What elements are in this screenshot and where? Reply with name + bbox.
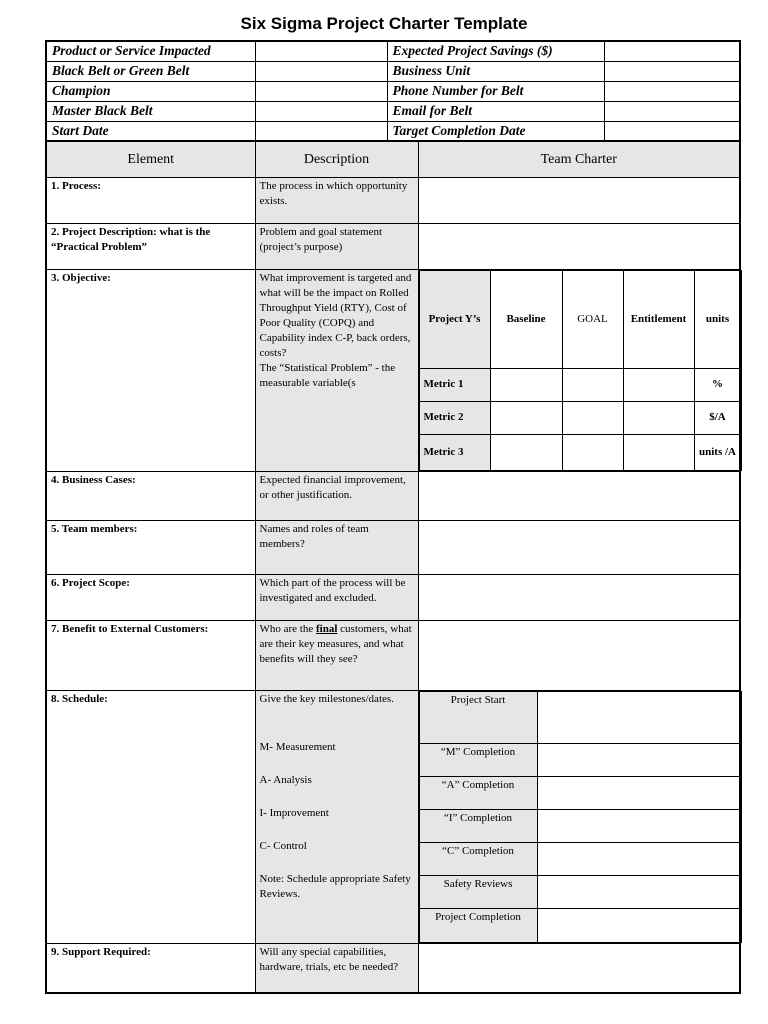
element-description <box>255 690 418 943</box>
milestone-date-field[interactable] <box>537 875 741 908</box>
schedule-line: Give the key milestones/dates. <box>259 692 394 705</box>
schedule-line: A- Analysis <box>259 773 312 786</box>
metric-row <box>419 368 741 401</box>
schedule-milestones-table <box>419 691 742 943</box>
element-label: 8. Schedule: <box>46 690 255 943</box>
charter-header-row <box>46 141 740 177</box>
info-value-field[interactable] <box>255 81 387 101</box>
info-row <box>46 41 740 61</box>
metric-goal-field[interactable] <box>562 401 623 434</box>
info-value-field[interactable] <box>604 81 740 101</box>
schedule-line: I- Improvement <box>259 806 329 819</box>
element-label: 7. Benefit to External Customers: <box>46 620 255 690</box>
element-label: 3. Objective: <box>46 269 255 471</box>
milestone-label: Safety Reviews <box>419 875 537 908</box>
metric-units: units /A <box>694 434 741 470</box>
row-schedule <box>46 690 740 943</box>
metric-units: $/A <box>694 401 741 434</box>
metric-goal-field[interactable] <box>562 434 623 470</box>
info-label: Business Unit <box>387 61 604 81</box>
objective-description-1: What improvement is targeted and what will be the impact on Rolled Throughput Yield (RTY), Cost of Poor Quality (COPQ) and Capability index C-P, back orders, costs? <box>259 271 412 359</box>
element-label: 5. Team members: <box>46 520 255 574</box>
charter-table <box>45 140 741 994</box>
info-row <box>46 121 740 141</box>
info-value-field[interactable] <box>255 121 387 141</box>
info-row <box>46 61 740 81</box>
element-label: 4. Business Cases: <box>46 471 255 520</box>
info-label: Expected Project Savings ($) <box>387 41 604 61</box>
schedule-line: M- Measurement <box>259 740 336 753</box>
metric-baseline-field[interactable] <box>490 401 562 434</box>
charter-entry-field[interactable] <box>418 520 740 574</box>
element-label: 2. Project Description: what is the “Practical Problem” <box>46 223 255 269</box>
element-label: 6. Project Scope: <box>46 574 255 620</box>
benefit-text-final: final <box>316 622 338 635</box>
metric-row <box>419 401 741 434</box>
info-label: Product or Service Impacted <box>46 41 255 61</box>
charter-entry-field[interactable] <box>418 223 740 269</box>
header-description: Description <box>255 141 418 177</box>
objective-metrics-cell <box>418 269 740 471</box>
metric-name: Metric 2 <box>419 401 490 434</box>
schedule-line: C- Control <box>259 839 307 852</box>
charter-entry-field[interactable] <box>418 177 740 223</box>
element-label: 1. Process: <box>46 177 255 223</box>
info-row <box>46 101 740 121</box>
info-value-field[interactable] <box>604 121 740 141</box>
row-team-members <box>46 520 740 574</box>
metric-baseline-field[interactable] <box>490 368 562 401</box>
milestone-label: “I” Completion <box>419 809 537 842</box>
element-description <box>255 269 418 471</box>
row-project-description <box>46 223 740 269</box>
charter-entry-field[interactable] <box>418 471 740 520</box>
info-label: Champion <box>46 81 255 101</box>
metric-entitlement-field[interactable] <box>623 368 694 401</box>
charter-entry-field[interactable] <box>418 620 740 690</box>
milestone-date-field[interactable] <box>537 743 741 776</box>
objective-description-2: The “Statistical Problem” - the measurable variable(s <box>259 361 396 389</box>
row-process <box>46 177 740 223</box>
row-benefit-customers <box>46 620 740 690</box>
metrics-header-entitlement: Entitlement <box>623 270 694 368</box>
element-description: Will any special capabilities, hardware, trials, etc be needed? <box>255 943 418 993</box>
milestone-date-field[interactable] <box>537 809 741 842</box>
header-team-charter: Team Charter <box>418 141 740 177</box>
milestone-date-field[interactable] <box>537 842 741 875</box>
metrics-header-row <box>419 270 741 368</box>
info-label: Target Completion Date <box>387 121 604 141</box>
info-label: Black Belt or Green Belt <box>46 61 255 81</box>
metric-entitlement-field[interactable] <box>623 401 694 434</box>
milestone-date-field[interactable] <box>537 776 741 809</box>
benefit-text-post: customers, what are their key measures, and what benefits will they see? <box>259 622 412 665</box>
row-business-cases <box>46 471 740 520</box>
metrics-header-goal: GOAL <box>562 270 623 368</box>
info-label: Phone Number for Belt <box>387 81 604 101</box>
milestone-date-field[interactable] <box>537 691 741 743</box>
objective-metrics-table <box>419 270 742 471</box>
milestone-label: “A” Completion <box>419 776 537 809</box>
row-objective <box>46 269 740 471</box>
element-description <box>255 620 418 690</box>
milestone-label: Project Start <box>419 691 537 743</box>
info-label: Master Black Belt <box>46 101 255 121</box>
milestone-date-field[interactable] <box>537 908 741 942</box>
metric-name: Metric 3 <box>419 434 490 470</box>
benefit-text-pre: Who are the <box>259 622 316 635</box>
element-description: Which part of the process will be investigated and excluded. <box>255 574 418 620</box>
page-title: Six Sigma Project Charter Template <box>240 14 528 33</box>
schedule-milestones-cell <box>418 690 740 943</box>
metrics-header-project-ys: Project Y’s <box>419 270 490 368</box>
element-description: Expected financial improvement, or other justification. <box>255 471 418 520</box>
metric-goal-field[interactable] <box>562 368 623 401</box>
info-value-field[interactable] <box>604 41 740 61</box>
charter-entry-field[interactable] <box>418 574 740 620</box>
info-value-field[interactable] <box>255 101 387 121</box>
metric-name: Metric 1 <box>419 368 490 401</box>
milestone-label: “C” Completion <box>419 842 537 875</box>
metric-entitlement-field[interactable] <box>623 434 694 470</box>
row-project-scope <box>46 574 740 620</box>
element-description: Names and roles of team members? <box>255 520 418 574</box>
milestone-label: “M” Completion <box>419 743 537 776</box>
header-element: Element <box>46 141 255 177</box>
element-description: Problem and goal statement (project’s purpose) <box>255 223 418 269</box>
element-label: 9. Support Required: <box>46 943 255 993</box>
info-value-field[interactable] <box>604 61 740 81</box>
milestone-label: Project Completion <box>419 908 537 942</box>
project-info-table <box>45 40 741 142</box>
info-label: Email for Belt <box>387 101 604 121</box>
metric-baseline-field[interactable] <box>490 434 562 470</box>
metrics-header-baseline: Baseline <box>490 270 562 368</box>
info-value-field[interactable] <box>604 101 740 121</box>
metrics-header-units: units <box>694 270 741 368</box>
schedule-line: Note: Schedule appropriate Safety Reviews. <box>259 872 411 900</box>
element-description: The process in which opportunity exists. <box>255 177 418 223</box>
charter-entry-field[interactable] <box>418 943 740 993</box>
metric-units: % <box>694 368 741 401</box>
metric-row <box>419 434 741 470</box>
info-value-field[interactable] <box>255 41 387 61</box>
info-label: Start Date <box>46 121 255 141</box>
info-row <box>46 81 740 101</box>
info-value-field[interactable] <box>255 61 387 81</box>
row-support-required <box>46 943 740 993</box>
